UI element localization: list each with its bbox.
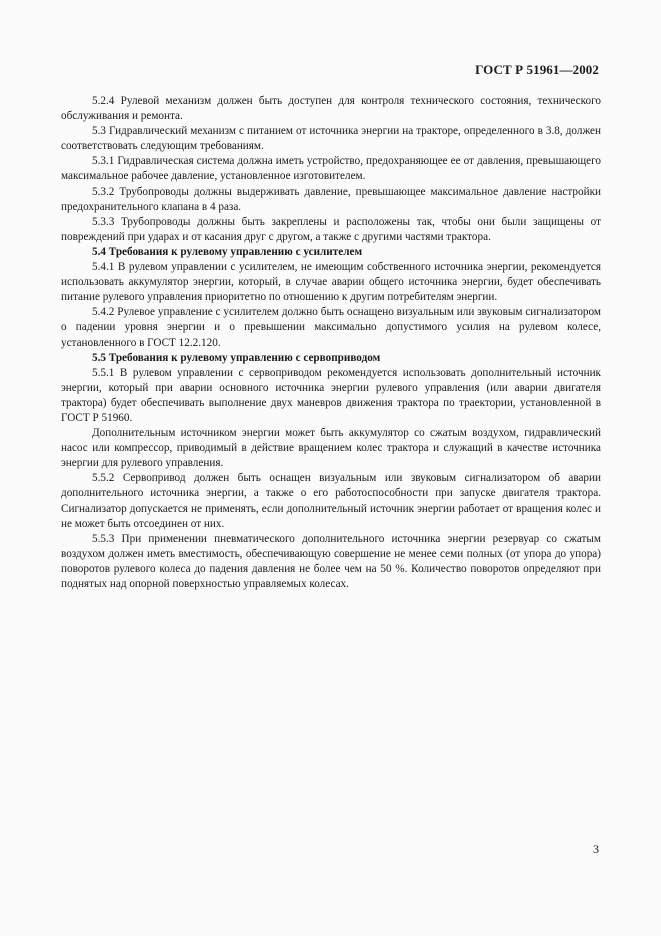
paragraph: Дополнительным источником энергии может быть аккумулятор со сжатым воздухом, гидравлический насос или компрессор, приводимый в действие вращением колес трактора и служащий в качестве источника энергии для рулевого управления. <box>61 427 601 470</box>
paragraph: 5.4.2 Рулевое управление с усилителем должно быть оснащено визуальным или звуковым сигнализатором о падении уровня энергии и о превышении максимально допустимого усилия на рулевом колесе, установленного в ГОСТ 12.2.120. <box>61 306 601 349</box>
paragraph: 5.3.3 Трубопроводы должны быть закреплены и расположены так, чтобы они были защищены от повреждений при ударах и от касания друг с другом, а также с другими частями трактора. <box>61 215 601 243</box>
paragraph: 5.3.1 Гидравлическая система должна иметь устройство, предохраняющее ее от давления, превышающего максимальное рабочее давление, установленное изготовителем. <box>61 155 601 183</box>
paragraph: 5.3.2 Трубопроводы должны выдерживать давление, превышающее максимальное давление настройки предохранительного клапана в 4 раза. <box>61 185 601 213</box>
section-heading: 5.5 Требования к рулевому управлению с сервоприводом <box>92 351 381 364</box>
page-number: 3 <box>593 842 599 856</box>
paragraph: 5.5.3 При применении пневматического дополнительного источника энергии резервуар со сжатым воздухом должен иметь вместимость, обеспечивающую совершение не менее семи полных (от упора до упора) поворотов рулевого колеса до падения давления не более чем на 50 %. Количество поворотов определяют при поднятых над опорной поверхностью управляемых колесах. <box>61 532 601 590</box>
section-heading: 5.4 Требования к рулевому управлению с усилителем <box>92 245 363 258</box>
document-code-header: ГОСТ Р 51961—2002 <box>475 62 599 77</box>
document-body <box>61 94 601 592</box>
paragraph: 5.2.4 Рулевой механизм должен быть доступен для контроля технического состояния, технического обслуживания и ремонта. <box>61 95 601 123</box>
paragraph: 5.4.1 В рулевом управлении с усилителем, не имеющим собственного источника энергии, рекомендуется использовать аккумулятор энергии, который, в случае аварии общего источника энергии, будет обеспечивать питание рулевого управления приоритетно по отношению к другим потребителям энергии. <box>61 261 601 304</box>
paragraph: 5.3 Гидравлический механизм с питанием от источника энергии на тракторе, определенного в 3.8, должен соответствовать следующим требованиям. <box>61 125 601 153</box>
paragraph: 5.5.2 Сервопривод должен быть оснащен визуальным или звуковым сигнализатором об аварии дополнительного источника энергии, а также о его работоспособности при запуске двигателя трактора. Сигнализатор допускается не применять, если дополнительный источник энергии работает от вращения колес и не может быть отсоединен от них. <box>61 472 601 530</box>
paragraph: 5.5.1 В рулевом управлении с сервоприводом рекомендуется использовать дополнительный источник энергии, который при аварии основного источника энергии рулевого управления (или аварии двигателя трактора) будет обеспечивать выполнение двух маневров движения трактора по траектории, установленной в ГОСТ Р 51960. <box>61 366 601 424</box>
